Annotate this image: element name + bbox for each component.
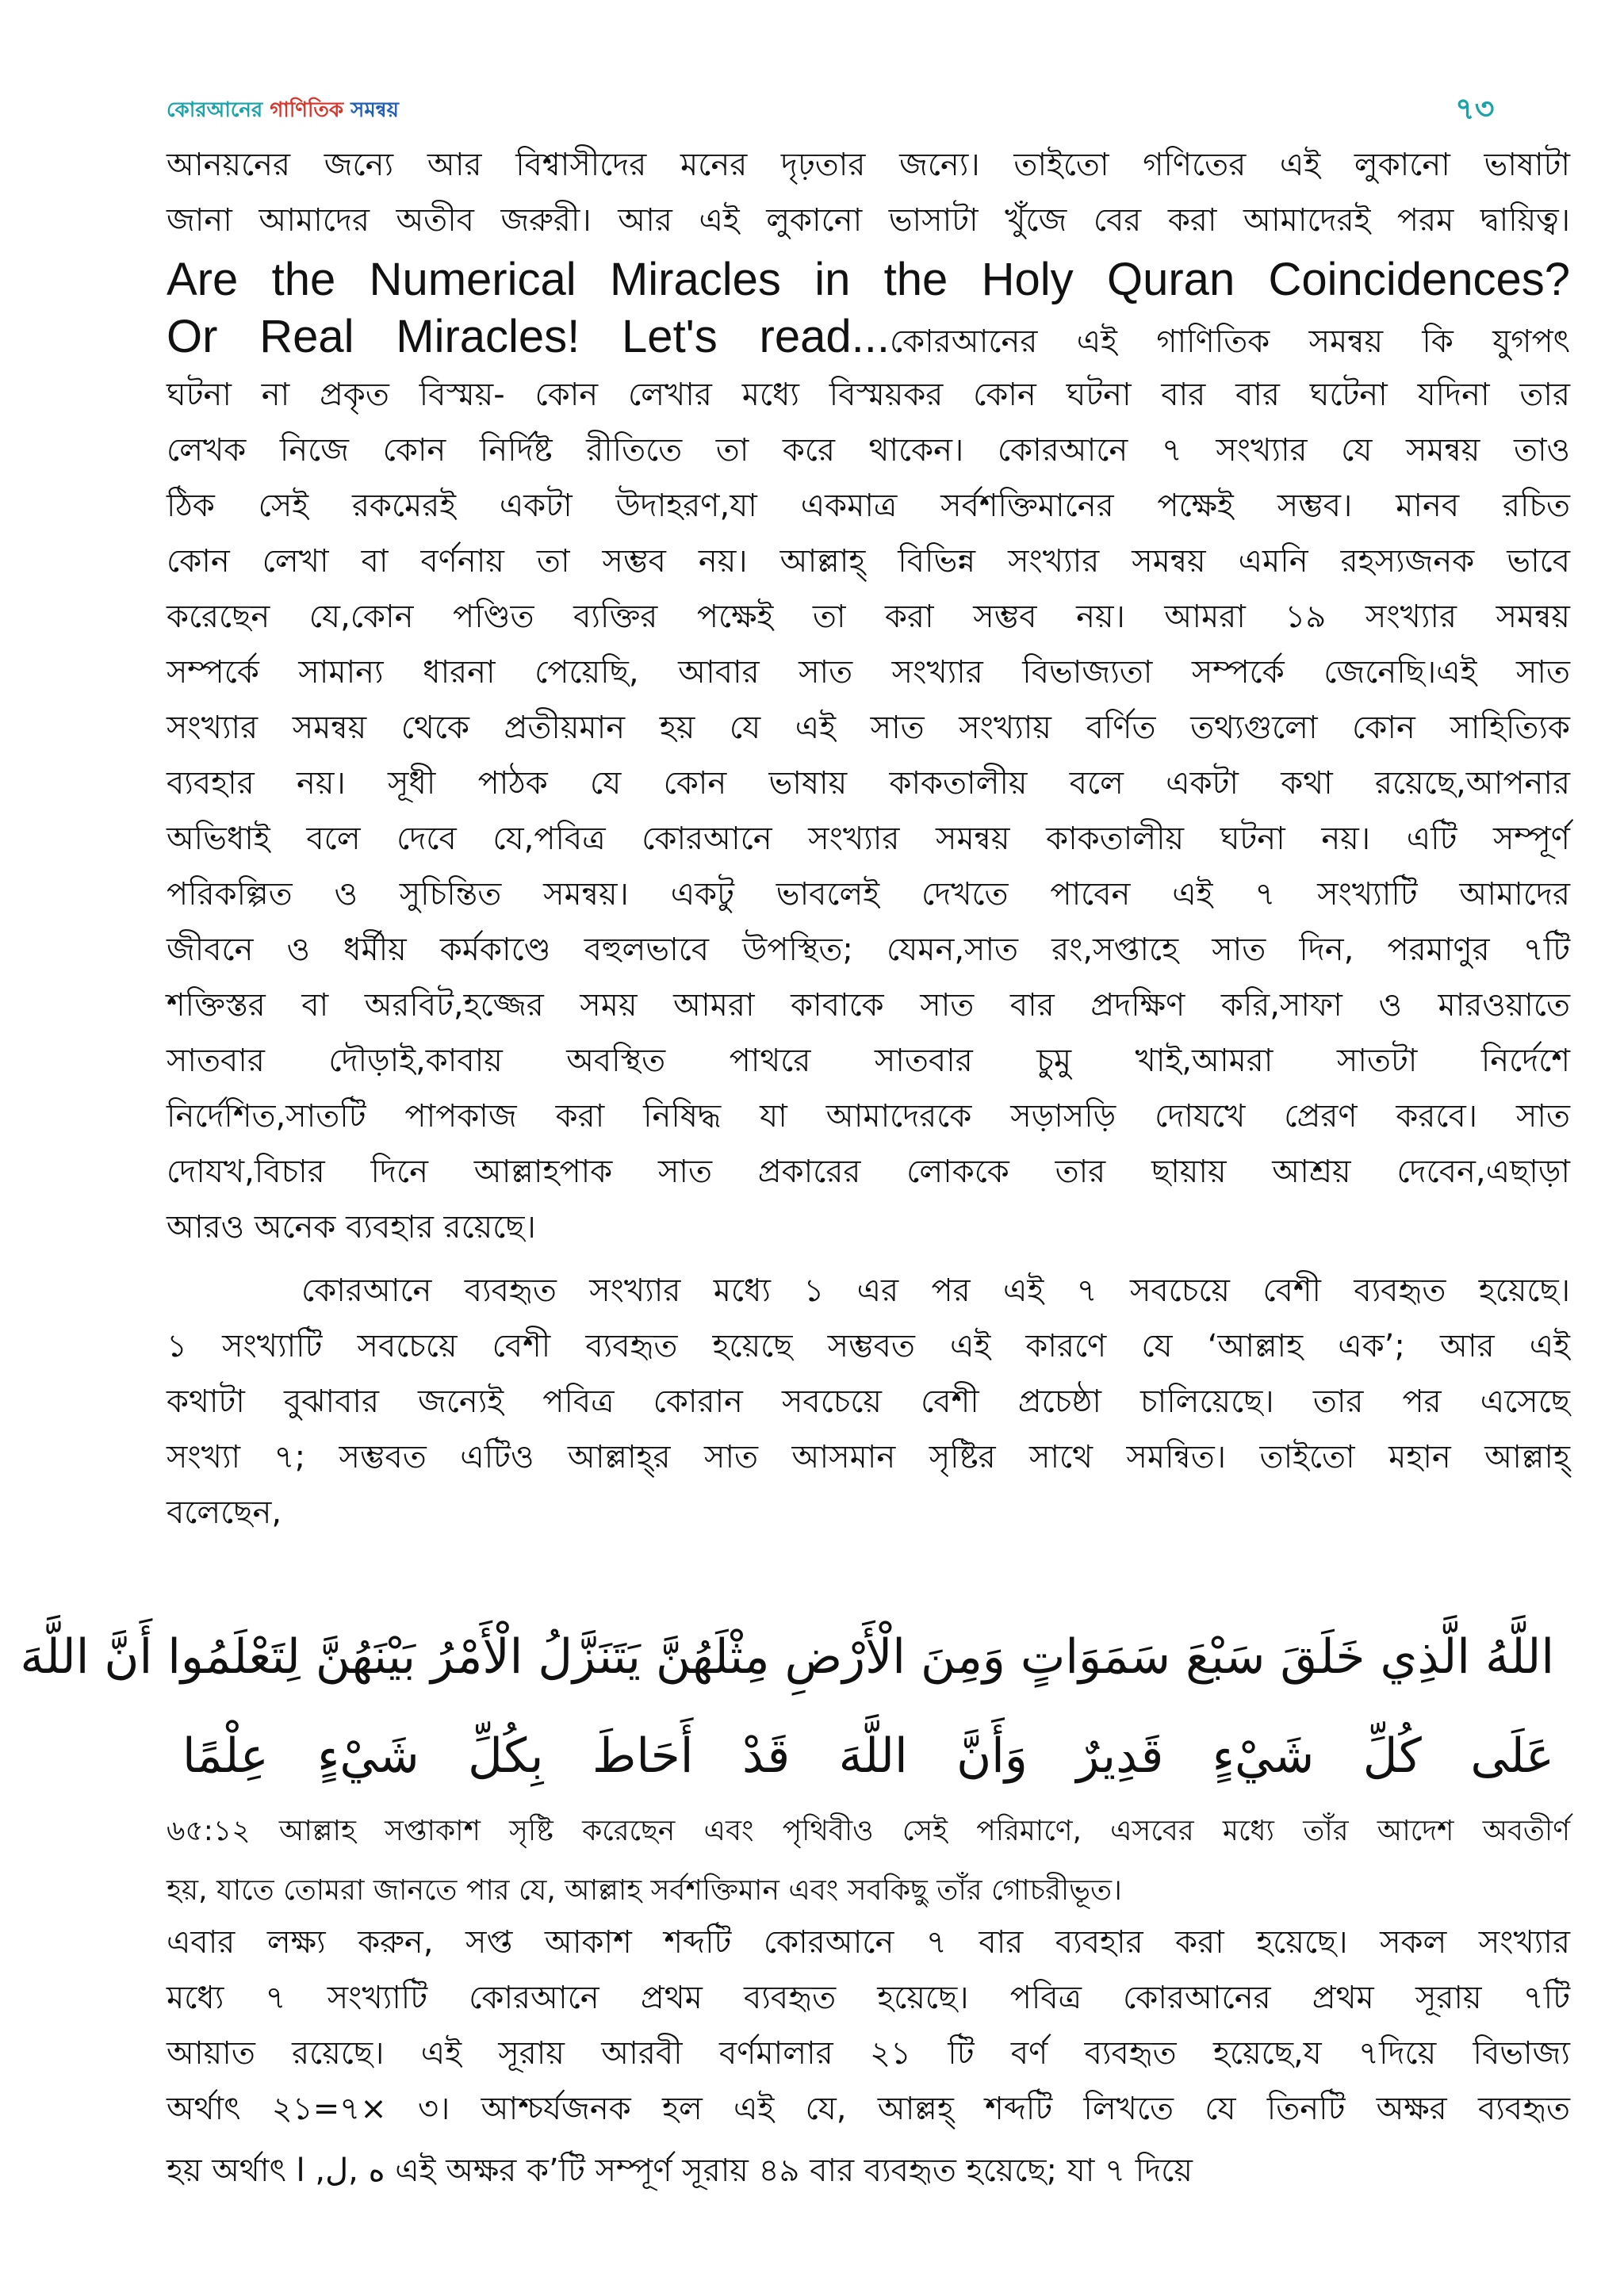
header-word-2: গাণিতিক (270, 98, 351, 122)
text-line: সম্পর্কে সামান্য ধারনা পেয়েছি, আবার সাত সংখ্যার বিভাজ্যতা সম্পর্কে জেনেছি।এই সাত (167, 654, 1570, 691)
text-line: লেখক নিজে কোন নির্দিষ্ট রীতিতে তা করে থাকেন। কোরআনে ৭ সংখ্যার যে সমন্বয় তাও (167, 432, 1570, 469)
bengali-heading-text: কোরআনের এই গাণিতিক সমন্বয় কি যুগপৎ (889, 323, 1570, 360)
paragraph-first-line: কোরআনে ব্যবহৃত সংখ্যার মধ্যে ১ এর পর এই ৭ সবচেয়ে বেশী ব্যবহৃত হয়েছে। (301, 1272, 1570, 1309)
text-line: শক্তিস্তর বা অরবিট,হজ্জের সময় আমরা কাবাকে সাত বার প্রদক্ষিণ করি,সাফা ও মারওয়াতে (167, 987, 1570, 1024)
arabic-verse-line-1: اللَّهُ الَّذِي خَلَقَ سَبْعَ سَمَوَاتٍ وَمِنَ الْأَرْضِ مِثْلَهُنَّ يَتَنَزَّلُ الْأَمْرُ بَيْنَهُنَّ لِتَعْلَمُوا أَنَّ اللَّهَ (20, 1629, 1554, 1685)
text-line: অভিধাই বলে দেবে যে,পবিত্র কোরআনে সংখ্যার সমন্বয় কাকতালীয় ঘটনা নয়। এটি সম্পূর্ণ (167, 821, 1570, 857)
translation-line: হয়, যাতে তোমরা জানতে পার যে, আল্লাহ সর্বশক্তিমান এবং সবকিছু তাঁর গোচরীভূত। (167, 1874, 1122, 1907)
page-number: ৭৩ (1455, 91, 1495, 126)
text-line: দোযখ,বিচার দিনে আল্লাহপাক সাত প্রকারের লোককে তার ছায়ায় আশ্রয় দেবেন,এছাড়া (167, 1154, 1570, 1190)
text-line: নির্দেশিত,সাতটি পাপকাজ করা নিষিদ্ধ যা আমাদেরকে সড়াসড়ি দোযখে প্রেরণ করবে। সাত (167, 1098, 1570, 1135)
english-heading-line-2 (167, 309, 1570, 369)
text-line: সাতবার দৌড়াই,কাবায় অবস্থিত পাথরে সাতবার চুমু খাই,আমরা সাতটা নির্দেশে (167, 1043, 1570, 1079)
text-line-rest: এই অক্ষর ক’টি সম্পূর্ণ সূরায় ৪৯ বার ব্যবহৃত হয়েছে; যা ৭ দিয়ে (385, 2152, 1193, 2189)
translation-line: ৬৫:১২ আল্লাহ সপ্তাকাশ সৃষ্টি করেছেন এবং পৃথিবীও সেই পরিমাণে, এসবের মধ্যে তাঁর আদেশ অবতীর্ণ (167, 1815, 1570, 1847)
text-line: ঘটনা না প্রকৃত বিস্ময়- কোন লেখার মধ্যে বিস্ময়কর কোন ঘটনা বার বার ঘটেনা যদিনা তার (167, 377, 1570, 413)
text-line: অর্থাৎ ২১=৭× ৩। আশ্চর্যজনক হল এই যে, আল্লহ্ শব্দটি লিখতে যে তিনটি অক্ষর ব্যবহৃত (167, 2091, 1570, 2127)
running-header (167, 94, 399, 128)
header-word-3: সমন্বয় (350, 98, 399, 122)
text-line: আনয়নের জন্যে আর বিশ্বাসীদের মনের দৃঢ়তার জন্যে। তাইতো গণিতের এই লুকানো ভাষাটা (167, 147, 1570, 183)
text-line: জানা আমাদের অতীব জরুরী। আর এই লুকানো ভাসাটা খুঁজে বের করা আমাদেরই পরম দ্বায়িত্ব। (167, 202, 1570, 239)
text-line: ঠিক সেই রকমেরই একটা উদাহরণ,যা একমাত্র সর্বশক্তিমানের পক্ষেই সম্ভব। মানব রচিত (167, 488, 1570, 524)
text-line: ব্যবহার নয়। সূধী পাঠক যে কোন ভাষায় কাকতালীয় বলে একটা কথা রয়েছে,আপনার (167, 765, 1570, 802)
english-heading-text: Or Real Miracles! Let's read... (167, 311, 890, 362)
text-line: সংখ্যা ৭; সম্ভবত এটিও আল্লাহ্‌র সাত আসমান সৃষ্টির সাথে সমন্বিত। তাইতো মহান আল্লাহ্ (167, 1439, 1570, 1475)
header-word-1: কোরআনের (167, 98, 270, 122)
english-heading-line-1: Are the Numerical Miracles in the Holy Quran Coincidences? (167, 254, 1570, 305)
text-line: মধ্যে ৭ সংখ্যাটি কোরআনে প্রথম ব্যবহৃত হয়েছে। পবিত্র কোরআনের প্রথম সূরায় ৭টি (167, 1980, 1570, 2016)
text-line: বলেছেন, (167, 1494, 282, 1531)
text-line: করেছেন যে,কোন পণ্ডিত ব্যক্তির পক্ষেই তা করা সম্ভব নয়। আমরা ১৯ সংখ্যার সমন্বয় (167, 599, 1570, 635)
text-line: এবার লক্ষ্য করুন, সপ্ত আকাশ শব্দটি কোরআনে ৭ বার ব্যবহার করা হয়েছে। সকল সংখ্যার (167, 1924, 1570, 1961)
text-line: কথাটা বুঝাবার জন্যেই পবিত্র কোরান সবচেয়ে বেশী প্রচেষ্ঠা চালিয়েছে। তার পর এসেছে (167, 1383, 1570, 1420)
text-line: ১ সংখ্যাটি সবচেয়ে বেশী ব্যবহৃত হয়েছে সম্ভবত এই কারণে যে ‘আল্লাহ এক’; আর এই (167, 1328, 1570, 1364)
text-line: আরও অনেক ব্যবহার রয়েছে। (167, 1209, 536, 1246)
arabic-letters: হয় অর্থাৎ ه ,ل, ا (167, 2152, 385, 2189)
text-line-with-letters (167, 2147, 1570, 2195)
arabic-verse-line-2: عَلَى كُلِّ شَيْءٍ قَدِيرٌ وَأَنَّ اللَّهَ قَدْ أَحَاطَ بِكُلِّ شَيْءٍ عِلْمًا (182, 1728, 1554, 1784)
text-line: কোন লেখা বা বর্ণনায় তা সম্ভব নয়। আল্লাহ্ বিভিন্ন সংখ্যার সমন্বয় এমনি রহস্যজনক ভাবে (167, 543, 1570, 580)
text-line: সংখ্যার সমন্বয় থেকে প্রতীয়মান হয় যে এই সাত সংখ্যায় বর্ণিত তথ্যগুলো কোন সাহিত্যিক (167, 710, 1570, 746)
text-line: পরিকল্পিত ও সুচিন্তিত সমন্বয়। একটু ভাবলেই দেখতে পাবেন এই ৭ সংখ্যাটি আমাদের (167, 876, 1570, 913)
text-line: জীবনে ও ধর্মীয় কর্মকাণ্ডে বহুলভাবে উপস্থিত; যেমন,সাত রং,সপ্তাহে সাত দিন, পরমাণুর ৭টি (167, 932, 1570, 968)
text-line: আয়াত রয়েছে। এই সূরায় আরবী বর্ণমালার ২১ টি বর্ণ ব্যবহৃত হয়েছে,য ৭দিয়ে বিভাজ্য (167, 2035, 1570, 2072)
